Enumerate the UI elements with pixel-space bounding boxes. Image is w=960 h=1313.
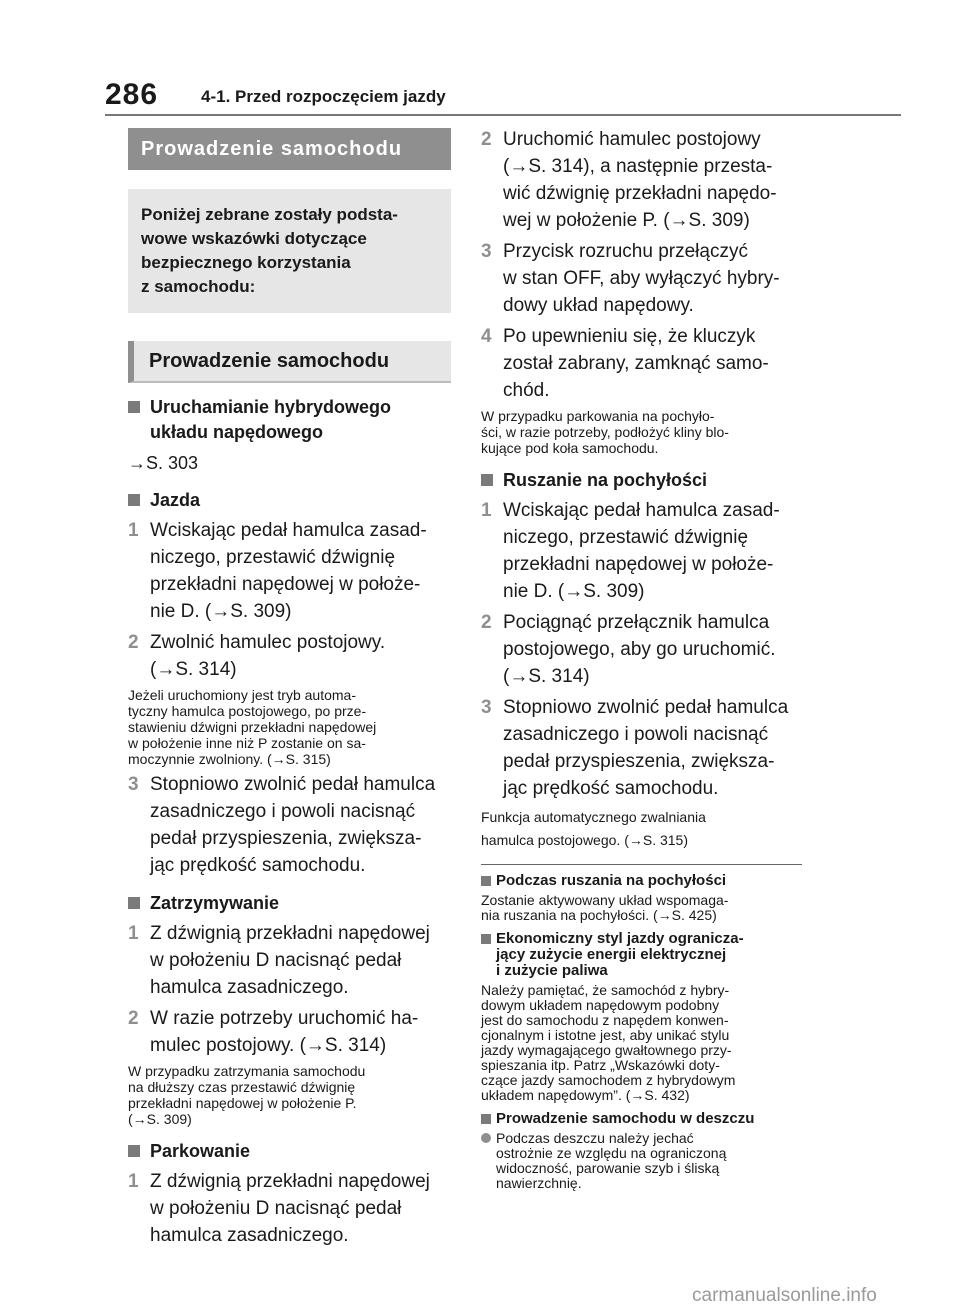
page-number: 286 <box>105 78 159 111</box>
sub-banner: Prowadzenie samochodu <box>128 341 451 383</box>
hill-note: Funkcja automatycznego zwalniania hamulca postojowego. (→S. 315) <box>481 809 706 848</box>
hill-step-2: 2 Pociągnąć przełącznik hamulca postojowego, aby go uruchomić. (→S. 314) <box>481 612 776 687</box>
stopping-step-2: 2 W razie potrzeby uruchomić ha- mulec postojowy. (→S. 314) <box>128 1008 419 1056</box>
chapter-title: 4-1. Przed rozpoczęciem jazdy <box>201 87 446 106</box>
hill-assist-text: Zostanie aktywowany układ wspomaga- nia ruszania na pochyłości. (→S. 425) <box>481 892 729 923</box>
heading-driving: Jazda <box>128 488 451 513</box>
heading-rain-driving: Prowadzenie samochodu w deszczu <box>481 1111 802 1127</box>
parking-step-3: 3 Przycisk rozruchu przełączyć w stan OFF, aby wyłączyć hybry- dowy układ napędowy. <box>481 241 780 316</box>
driving-step-2: 2 Zwolnić hamulec postojowy. (→S. 314) <box>128 632 386 680</box>
site-watermark: carmanualsonline.info <box>692 1285 877 1306</box>
stopping-note: W przypadku zatrzymania samochodu na dłuższy czas przestawić dźwignię przekładni napędowej w położenie P. (→S. 309) <box>128 1063 366 1127</box>
heading-parking: Parkowanie <box>128 1139 451 1164</box>
page-header <box>105 78 901 116</box>
parking-step-2: 2 Uruchomić hamulec postojowy (→S. 314), a następnie przesta- wić dźwignię przekładni napędo- wej w położenie P. (→S. 309) <box>481 129 777 231</box>
rain-driving-bullet: Podczas deszczu należy jechać ostrożnie ze względu na ograniczoną widoczność, parowanie szyb i śliską nawierzchnię. <box>481 1131 802 1191</box>
heading-hill-start: Ruszanie na pochyłości <box>481 468 802 493</box>
section-banner: Prowadzenie samochodu <box>128 128 451 170</box>
right-column <box>481 128 802 1191</box>
parking-step-1: 1 Z dźwignią przekładni napędowej w położeniu D nacisnąć pedał hamulca zasadniczego. <box>128 1171 430 1246</box>
heading-start-hybrid: Uruchamianie hybrydowego układu napędowego <box>128 395 451 445</box>
hill-step-1: 1 Wciskając pedał hamulca zasad- niczego, przestawić dźwignię przekładni napędowej w położe- nie D. (→S. 309) <box>481 500 780 602</box>
section-divider <box>481 864 802 865</box>
heading-hill-assist: Podczas ruszania na pochyłości <box>481 873 802 889</box>
heading-stopping: Zatrzymywanie <box>128 891 451 916</box>
intro-box: Poniżej zebrane zostały podsta- wowe wskazówki dotyczące bezpiecznego korzystania z samochodu: <box>128 189 451 313</box>
left-column <box>128 128 451 1249</box>
hill-step-3: 3 Stopniowo zwolnić pedał hamulca zasadniczego i powoli nacisnąć pedał przyspieszenia, zwiększa- jąc prędkość samochodu. <box>481 697 789 799</box>
driving-step-3: 3 Stopniowo zwolnić pedał hamulca zasadniczego i powoli nacisnąć pedał przyspieszenia, zwiększa- jąc prędkość samochodu. <box>128 774 436 876</box>
stopping-step-1: 1 Z dźwignią przekładni napędowej w położeniu D nacisnąć pedał hamulca zasadniczego. <box>128 923 430 998</box>
parking-note: W przypadku parkowania na pochyło- ści, w razie potrzeby, podłożyć kliny blo- kujące pod koła samochodu. <box>481 408 729 456</box>
driving-note: Jeżeli uruchomiony jest tryb automa- tyczny hamulca postojowego, po prze- stawieniu dźwigni przekładni napędowej w położenie inne niż P zostanie on sa- moczynnie zwolniony. (→S. 315) <box>128 687 377 767</box>
eco-driving-text: Należy pamiętać, że samochód z hybry- dowym układem napędowym podobny jest do samochodu z napędem konwen- cjonalnym i istotne jest, aby unikać stylu jazdy wymagającego gwałtownego przy- spieszania itp. Patrz „Wskazówki doty- czące jazdy samochodem z hybrydowym układem napędowym”. (→S. 432) <box>481 982 736 1103</box>
header-divider <box>105 114 901 116</box>
heading-eco-driving: Ekonomiczny styl jazdy ogranicza- jący zużycie energii elektrycznej i zużycie paliwa <box>481 931 802 979</box>
parking-step-4: 4 Po upewnieniu się, że kluczyk został zabrany, zamknąć samo- chód. <box>481 326 769 401</box>
ref-start-hybrid: →S. 303 <box>128 453 199 473</box>
driving-step-1: 1 Wciskając pedał hamulca zasad- niczego, przestawić dźwignię przekładni napędowej w położe- nie D. (→S. 309) <box>128 520 427 622</box>
